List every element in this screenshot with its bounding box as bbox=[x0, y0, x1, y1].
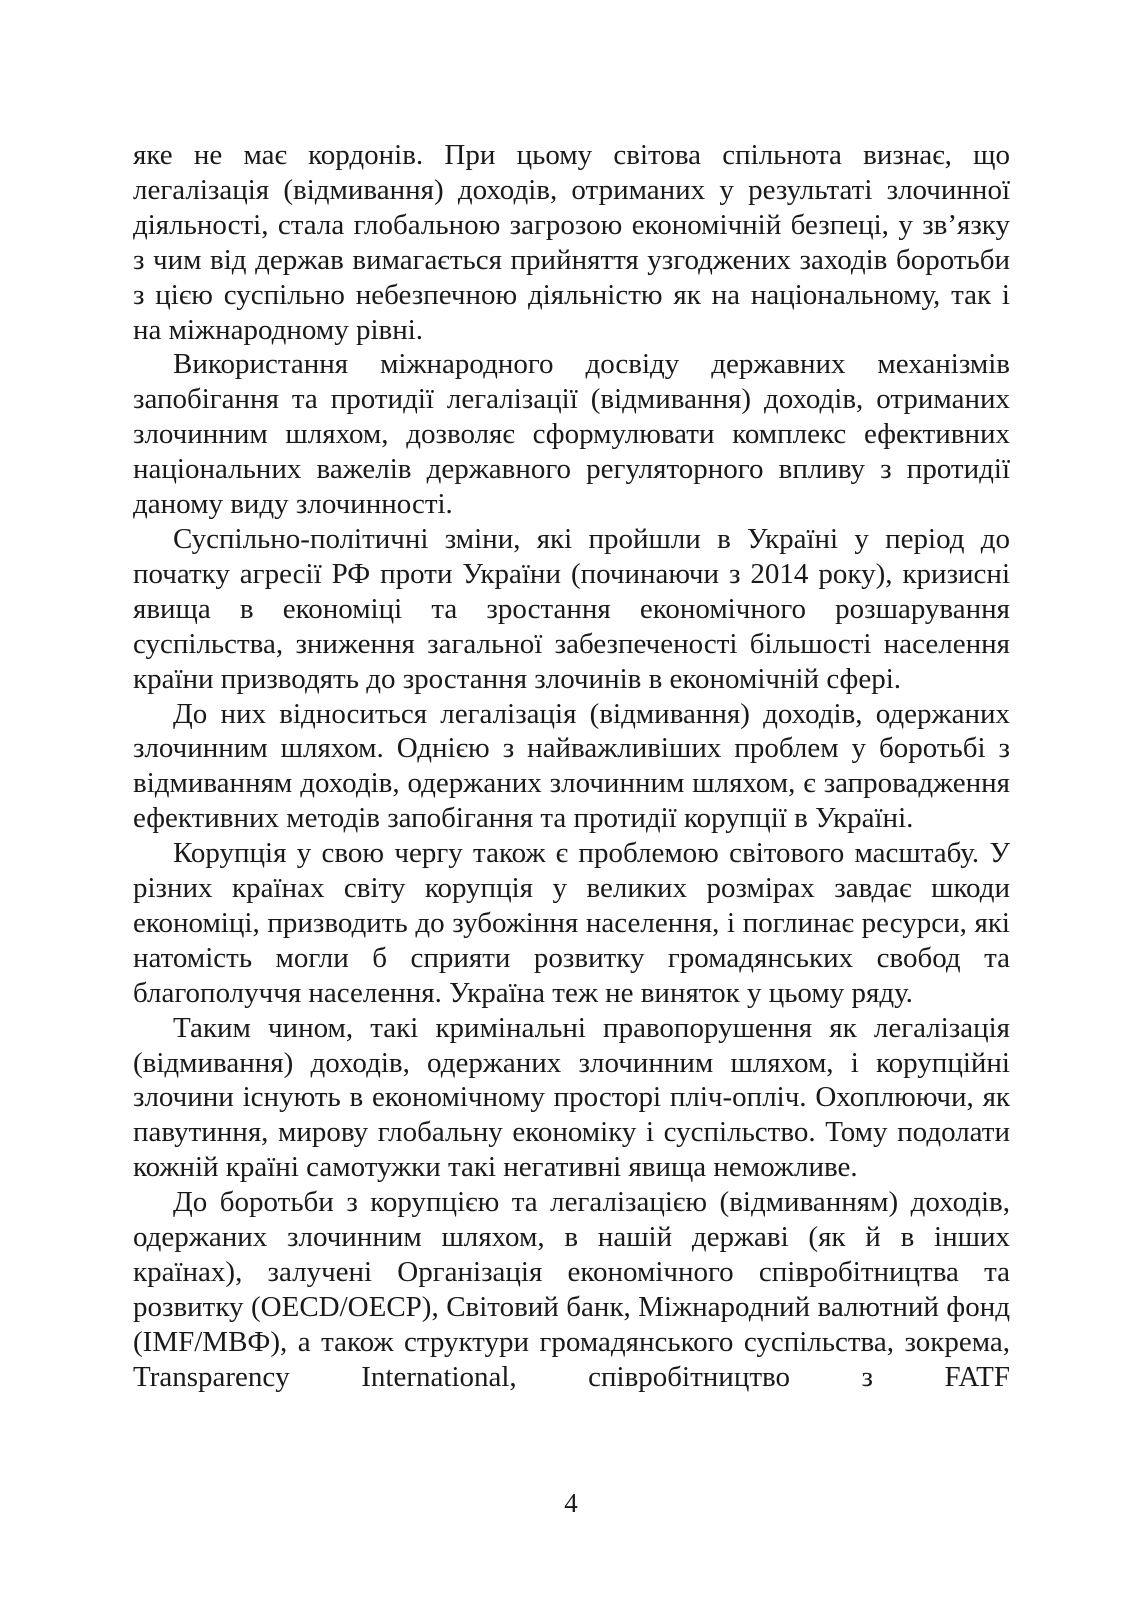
paragraph: До боротьби з корупцією та легалізацією (відмиванням) доходів, одержаних злочинним шляхом, в нашій державі (як й в інших країнах), залучені Організація економічного співробітництва та розвитку (OECD/ОЕСР), Світовий банк, Міжнародний валютний фонд (IMF/МВФ), а також структури громадянського суспільства, зокрема, Transparency International, співробітництво з FATF bbox=[133, 1186, 1010, 1393]
paragraph: Корупція у свою чергу також є проблемою світового масштабу. У різних країнах світу корупція у великих розмірах завдає шкоди економіці, призводить до зубожіння населення, і поглинає ресурси, які натомість могли б сприяти розвитку громадянських свобод та благополуччя населення. Україна теж не виняток у цьому ряду. bbox=[133, 837, 1010, 1009]
paragraph: Використання міжнародного досвіду державних механізмів запобігання та протидії легалізації (відмивання) доходів, отриманих злочинним шляхом, дозволяє сформулювати комплекс ефективних національних важелів державного регуляторного впливу з протидії даному виду злочинності. bbox=[133, 348, 1010, 521]
paragraph: Суспільно-політичні зміни, які пройшли в Україні у період до початку агресії РФ проти України (починаючи з 2014 року), кризисні явища в економіці та зростання економічного розшарування суспільства, зниження загальної забезпеченості більшості населення країни призводять до зростання злочинів в економічній сфері. bbox=[133, 522, 1010, 695]
paragraph: Таким чином, такі кримінальні правопорушення як легалізація (відмивання) доходів, одержаних злочинним шляхом, і корупційні злочини існують в економічному просторі пліч-опліч. Охоплюючи, як павутиння, мирову глобальну економіку і суспільство. Тому подолати кожній країні самотужки такі негативні явища неможливе. bbox=[133, 1011, 1010, 1184]
paragraph: До них відноситься легалізація (відмивання) доходів, одержаних злочинним шляхом. Однією з найважливіших проблем у боротьбі з відмиванням доходів, одержаних злочинним шляхом, є запровадження ефективних методів запобігання та протидії корупції в Україні. bbox=[133, 697, 1010, 835]
page-number: 4 bbox=[564, 1488, 578, 1518]
paragraph: яке не має кордонів. При цьому світова спільнота визнає, що легалізація (відмивання) доходів, отриманих у результаті злочинної діяльності, стала глобальною загрозою економічній безпеці, у зв’язку з чим від держав вимагається прийняття узгоджених заходів боротьби з цією суспільно небезпечною діяльністю як на національному, так і на міжнародному рівні. bbox=[133, 139, 1010, 346]
body-text bbox=[133, 138, 1010, 1395]
